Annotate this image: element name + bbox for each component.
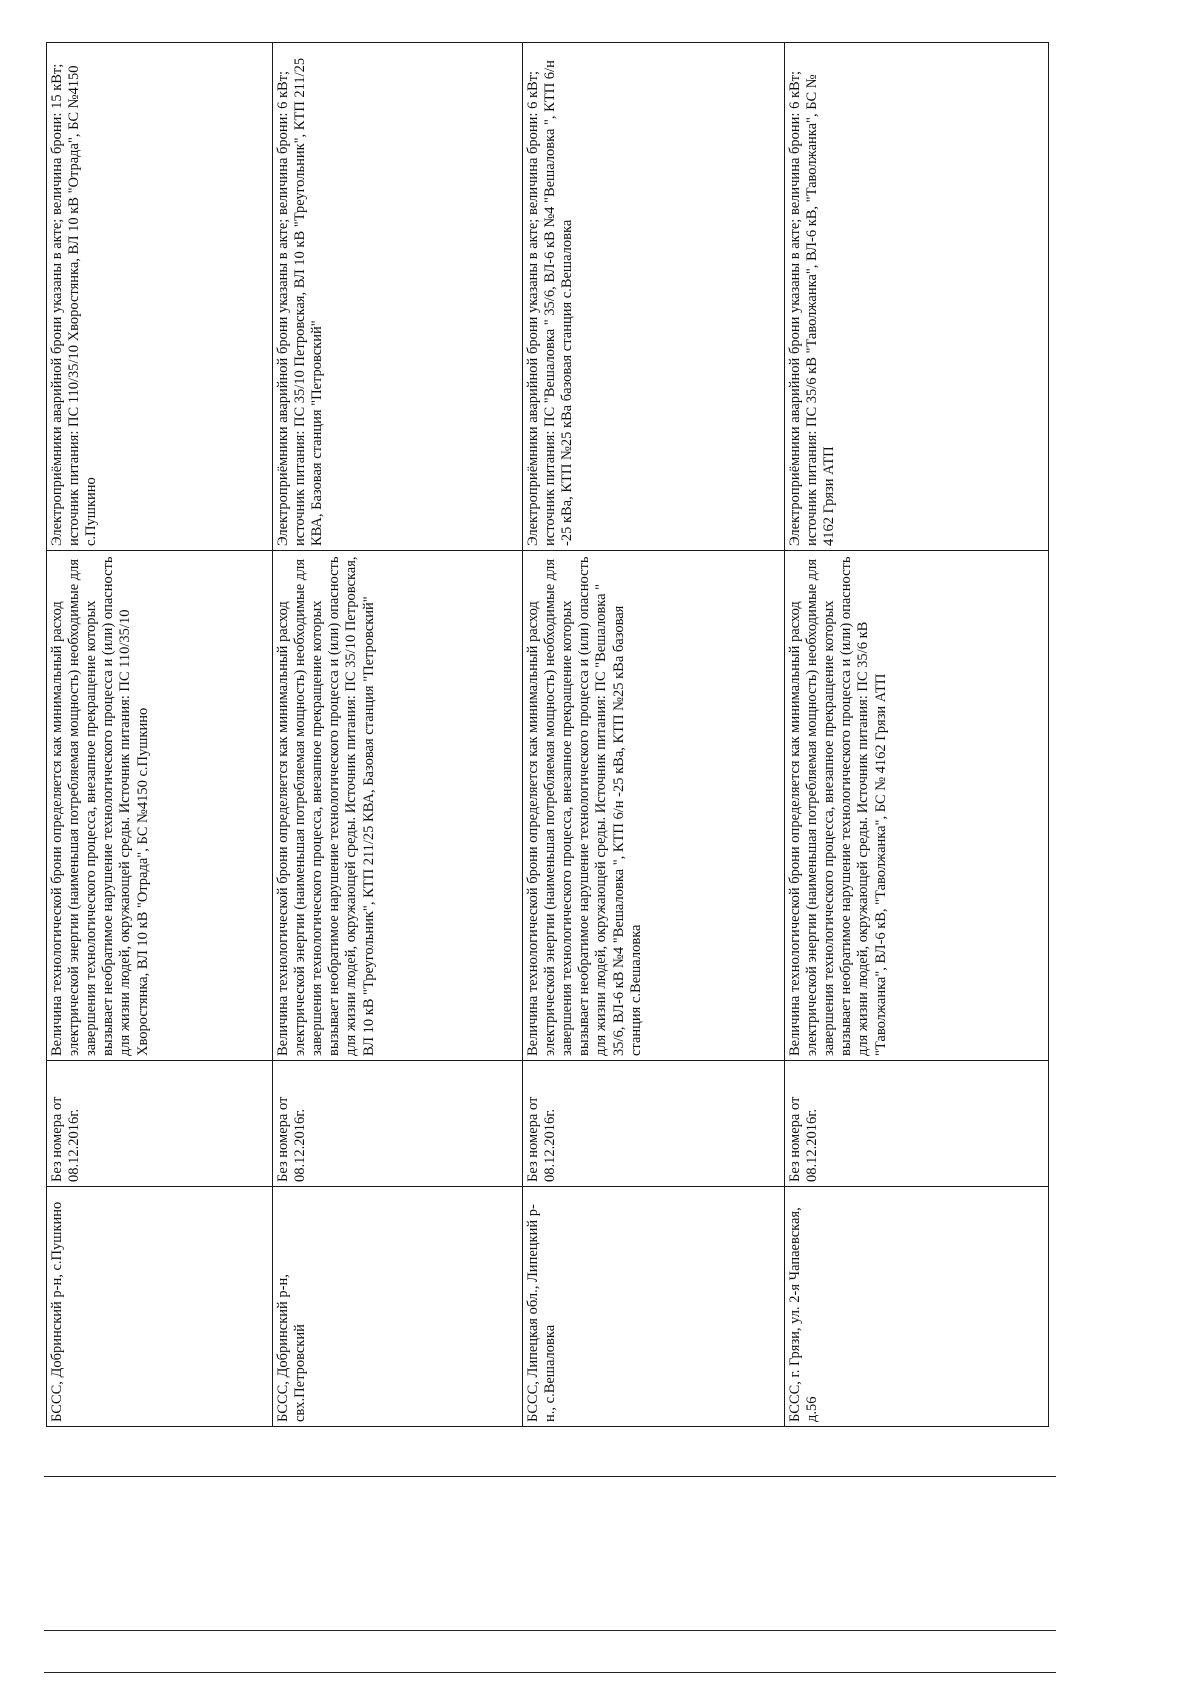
signature-rule	[44, 1476, 1056, 1477]
emergency-reserve-cell: Электроприёмники аварийной брони указаны в акте; величина брони: 6 кВт; источник питания: ПС 35/6 кВ "Таволжанка", ВЛ-6 кВ, "Таволжанка", БС № 4162 Грязи АТП	[785, 43, 1049, 551]
object-cell: БССС, Добринский р-н, свх.Петровский	[273, 1187, 523, 1427]
act-cell: Без номера от 08.12.2016г.	[47, 1061, 273, 1187]
tech-reserve-cell: Величина технологической брони определяется как минимальный расход электрической энергии (наименьшая потребляемая мощность) необходимые для завершения технологического процесса, внезапное прекращение которых вызывает необратимое нарушение технологического процесса и (или) опасность для жизни людей, окружающей среды. Источник питания: ПС "Вешаловка " 35/6, ВЛ-6 кВ №4 "Вешаловка ", КТП 6/н -25 кВа, КТП №25 кВа базовая станция с.Вешаловка	[523, 551, 785, 1061]
object-cell: БССС, Липецкая обл., Липецкий р-н., с.Вешаловка	[523, 1187, 785, 1427]
act-cell: Без номера от 08.12.2016г.	[785, 1061, 1049, 1187]
table-row	[47, 43, 273, 1427]
emergency-reserve-cell: Электроприёмники аварийной брони указаны в акте; величина брони: 15 кВт; источник питания: ПС 110/35/10 Хворостянка, ВЛ 10 кВ "Отрада", БС №4150 с.Пушкино	[47, 43, 273, 551]
object-cell: БССС, Добринский р-н, с.Пушкино	[47, 1187, 273, 1427]
reserve-table	[46, 42, 1049, 1427]
table-row	[785, 43, 1049, 1427]
emergency-reserve-cell: Электроприёмники аварийной брони указаны в акте; величина брони: 6 кВт; источник питания: ПС "Вешаловка " 35/6, ВЛ-6 кВ №4 "Вешаловка ", КТП 6/н -25 кВа, КТП №25 кВа базовая станция с.Вешаловка	[523, 43, 785, 551]
object-cell: БССС, г. Грязи, ул. 2-я Чапаевская, д.56	[785, 1187, 1049, 1427]
table-row	[523, 43, 785, 1427]
tech-reserve-cell: Величина технологической брони определяется как минимальный расход электрической энергии (наименьшая потребляемая мощность) необходимые для завершения технологического процесса, внезапное прекращение которых вызывает необратимое нарушение технологического процесса и (или) опасность для жизни людей, окружающей среды. Источник питания: ПС 35/6 кВ "Таволжанка", ВЛ-6 кВ, "Таволжанка", БС № 4162 Грязи АТП	[785, 551, 1049, 1061]
tech-reserve-cell: Величина технологической брони определяется как минимальный расход электрической энергии (наименьшая потребляемая мощность) необходимые для завершения технологического процесса, внезапное прекращение которых вызывает необратимое нарушение технологического процесса и (или) опасность для жизни людей, окружающей среды. Источник питания: ПС 35/10 Петровская, ВЛ 10 кВ "Треугольник", КТП 211/25 КВА, Базовая станция "Петровский"	[273, 551, 523, 1061]
table-row	[273, 43, 523, 1427]
signature-rule	[44, 1672, 1056, 1673]
act-cell: Без номера от 08.12.2016г.	[273, 1061, 523, 1187]
act-cell: Без номера от 08.12.2016г.	[523, 1061, 785, 1187]
emergency-reserve-cell: Электроприёмники аварийной брони указаны в акте; величина брони: 6 кВт; источник питания: ПС 35/10 Петровская, ВЛ 10 кВ "Треугольник", КТП 211/25 КВА, Базовая станция "Петровский"	[273, 43, 523, 551]
tech-reserve-cell: Величина технологической брони определяется как минимальный расход электрической энергии (наименьшая потребляемая мощность) необходимые для завершения технологического процесса, внезапное прекращение которых вызывает необратимое нарушение технологического процесса и (или) опасность для жизни людей, окружающей среды. Источник питания: ПС 110/35/10 Хворостянка, ВЛ 10 кВ "Отрада", БС №4150 с.Пушкино	[47, 551, 273, 1061]
signature-rule	[44, 1630, 1056, 1631]
